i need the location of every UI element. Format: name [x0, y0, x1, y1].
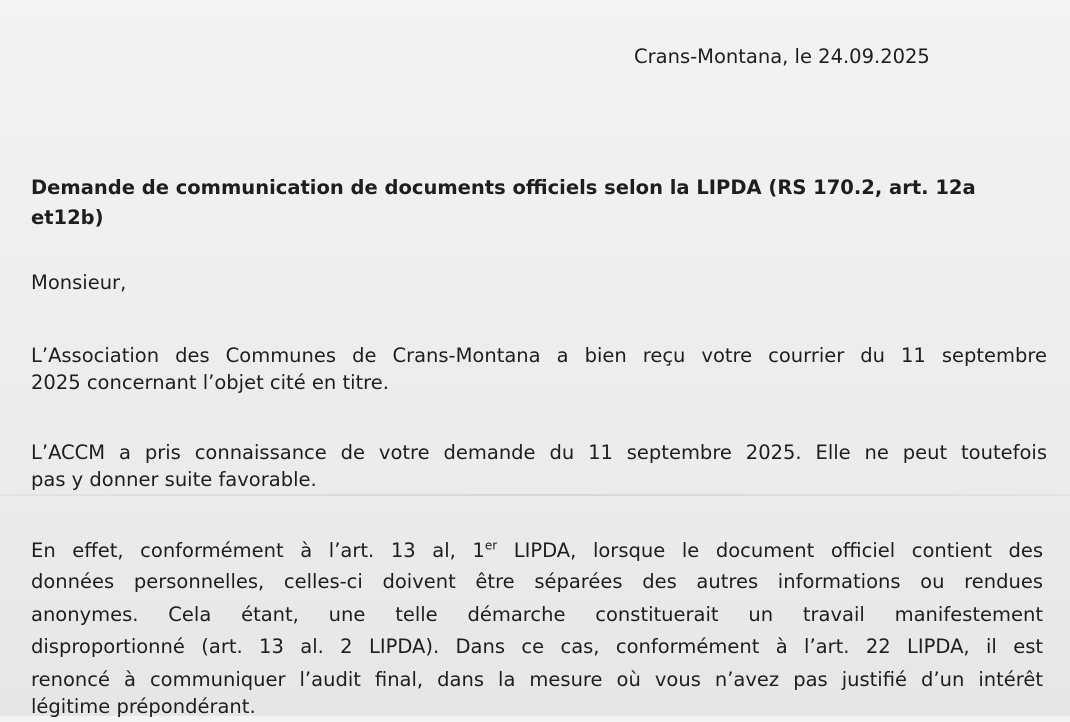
salutation: Monsieur, — [31, 271, 127, 294]
text-run: LIPDA, lorsque le document officiel contient des — [497, 539, 1043, 562]
paragraph-2-line: L’ACCM a pris connaissance de votre demande du 11 septembre 2025. Elle ne peut toutefois — [31, 441, 1047, 464]
paragraph-3-line: légitime prépondérant. — [31, 695, 256, 718]
paragraph-3-line: données personnelles, celles-ci doivent être séparées des autres informations ou rendues — [31, 570, 1043, 593]
letter-date: Crans-Montana, le 24.09.2025 — [634, 45, 930, 68]
superscript: er — [484, 538, 498, 553]
paragraph-2-line: pas y donner suite favorable. — [31, 468, 317, 491]
paragraph-3-line: anonymes. Cela étant, une telle démarche constituerait un travail manifestement — [31, 603, 1043, 626]
paragraph-3-line: disproportionné (art. 13 al. 2 LIPDA). Dans ce cas, conformément à l’art. 22 LIPDA, il est — [31, 635, 1043, 658]
paragraph-3-line: renoncé à communiquer l’audit final, dans la mesure où vous n’avez pas justifié d’un intérêt — [31, 668, 1043, 691]
paragraph-3-line — [31, 536, 1043, 566]
text-run: En effet, conformément à l’art. 13 al, 1 — [31, 539, 485, 562]
subject-line: Demande de communication de documents officiels selon la LIPDA (RS 170.2, art. 12a — [31, 176, 976, 199]
paragraph-1-line: L’Association des Communes de Crans-Montana a bien reçu votre courrier du 11 septembre — [31, 344, 1047, 367]
subject-line: et12b) — [31, 206, 104, 229]
paragraph-1-line: 2025 concernant l’objet cité en titre. — [31, 371, 389, 394]
letter-subject — [31, 173, 976, 233]
